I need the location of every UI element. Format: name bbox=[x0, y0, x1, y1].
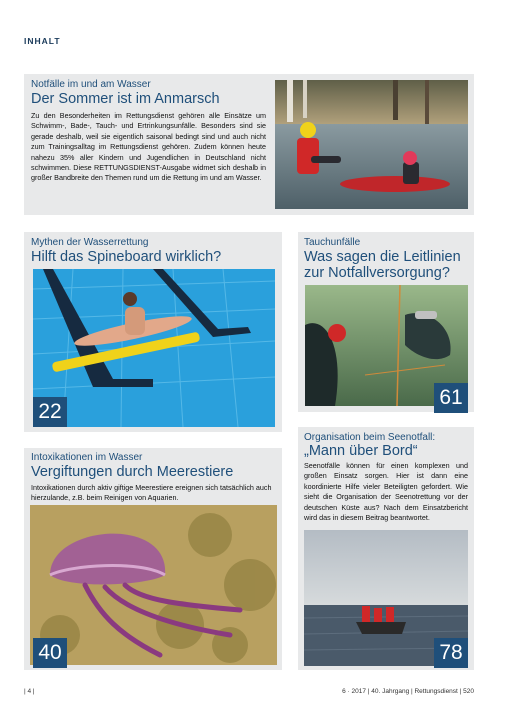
jellyfish-photo bbox=[30, 505, 277, 665]
article-teaser: Intoxikationen durch aktiv giftige Meerestiere ereignen sich tatsächlich auch hierzulande, z.B. beim Reinigen von Aquarien. bbox=[31, 483, 272, 503]
rescue-photo bbox=[275, 80, 468, 209]
article-kicker: Intoxikationen im Wasser bbox=[31, 452, 143, 463]
rescue-photo-image bbox=[275, 80, 468, 209]
article-kicker: Mythen der Wasserrettung bbox=[31, 237, 149, 248]
footer-page-number: | 4 | bbox=[24, 688, 35, 695]
page-number-badge[interactable]: 22 bbox=[33, 397, 67, 427]
jellyfish-photo-image bbox=[30, 505, 277, 665]
page-number-badge[interactable]: 61 bbox=[434, 383, 468, 413]
article-title[interactable]: Hilft das Spineboard wirklich? bbox=[31, 249, 222, 265]
article-kicker: Organisation beim Seenotfall: bbox=[304, 432, 436, 443]
page-number-badge[interactable]: 40 bbox=[33, 638, 67, 668]
article-title[interactable]: zur Notfallversorgung? bbox=[304, 265, 450, 281]
pool-photo bbox=[33, 269, 275, 427]
section-title: INHALT bbox=[24, 36, 61, 46]
footer-issue-info: 6 · 2017 | 40. Jahrgang | Rettungsdienst | 520 bbox=[342, 688, 474, 695]
pool-photo-image bbox=[33, 269, 275, 427]
page-number-badge[interactable]: 78 bbox=[434, 638, 468, 668]
article-teaser: Seenotfälle können für einen komplexen und großen Einsatz sorgen. Hier ist dann eine koordinierte Hilfe vieler Beteiligten gefordert. Wie sieht die Organisation der Seenotrettung vor der deutschen Küste aus? Nach dem Einsatzbericht wird das in diesem Beitrag beantwortet. bbox=[304, 461, 468, 523]
article-title[interactable]: Was sagen die Leitlinien bbox=[304, 249, 461, 265]
article-title[interactable]: Vergiftungen durch Meerestiere bbox=[31, 464, 234, 480]
article-title[interactable]: „Mann über Bord“ bbox=[304, 443, 418, 459]
article-kicker: Notfälle im und am Wasser bbox=[31, 79, 151, 90]
article-title[interactable]: Der Sommer ist im Anmarsch bbox=[31, 91, 220, 107]
article-teaser: Zu den Besonderheiten im Rettungsdienst gehören alle Einsätze um Schwimm-, Bade-, Tauch- und Ertrinkungsunfälle. Besonders sind sie gerade deshalb, weil sie eigentlich saisonal bedingt sind und auch nicht zum Trainingsalltag im Rettungsdienst gehören. Zudem können heute nahezu 35% aller Kindern und Jugendlichen in Deutschland nicht schwimmen. Diese RETTUNGSDIENST-Ausgabe widmet sich deshalb in großer Bandbreite den Themen rund um die Rettung im und am Wasser. bbox=[31, 111, 266, 183]
article-kicker: Tauchunfälle bbox=[304, 237, 361, 248]
